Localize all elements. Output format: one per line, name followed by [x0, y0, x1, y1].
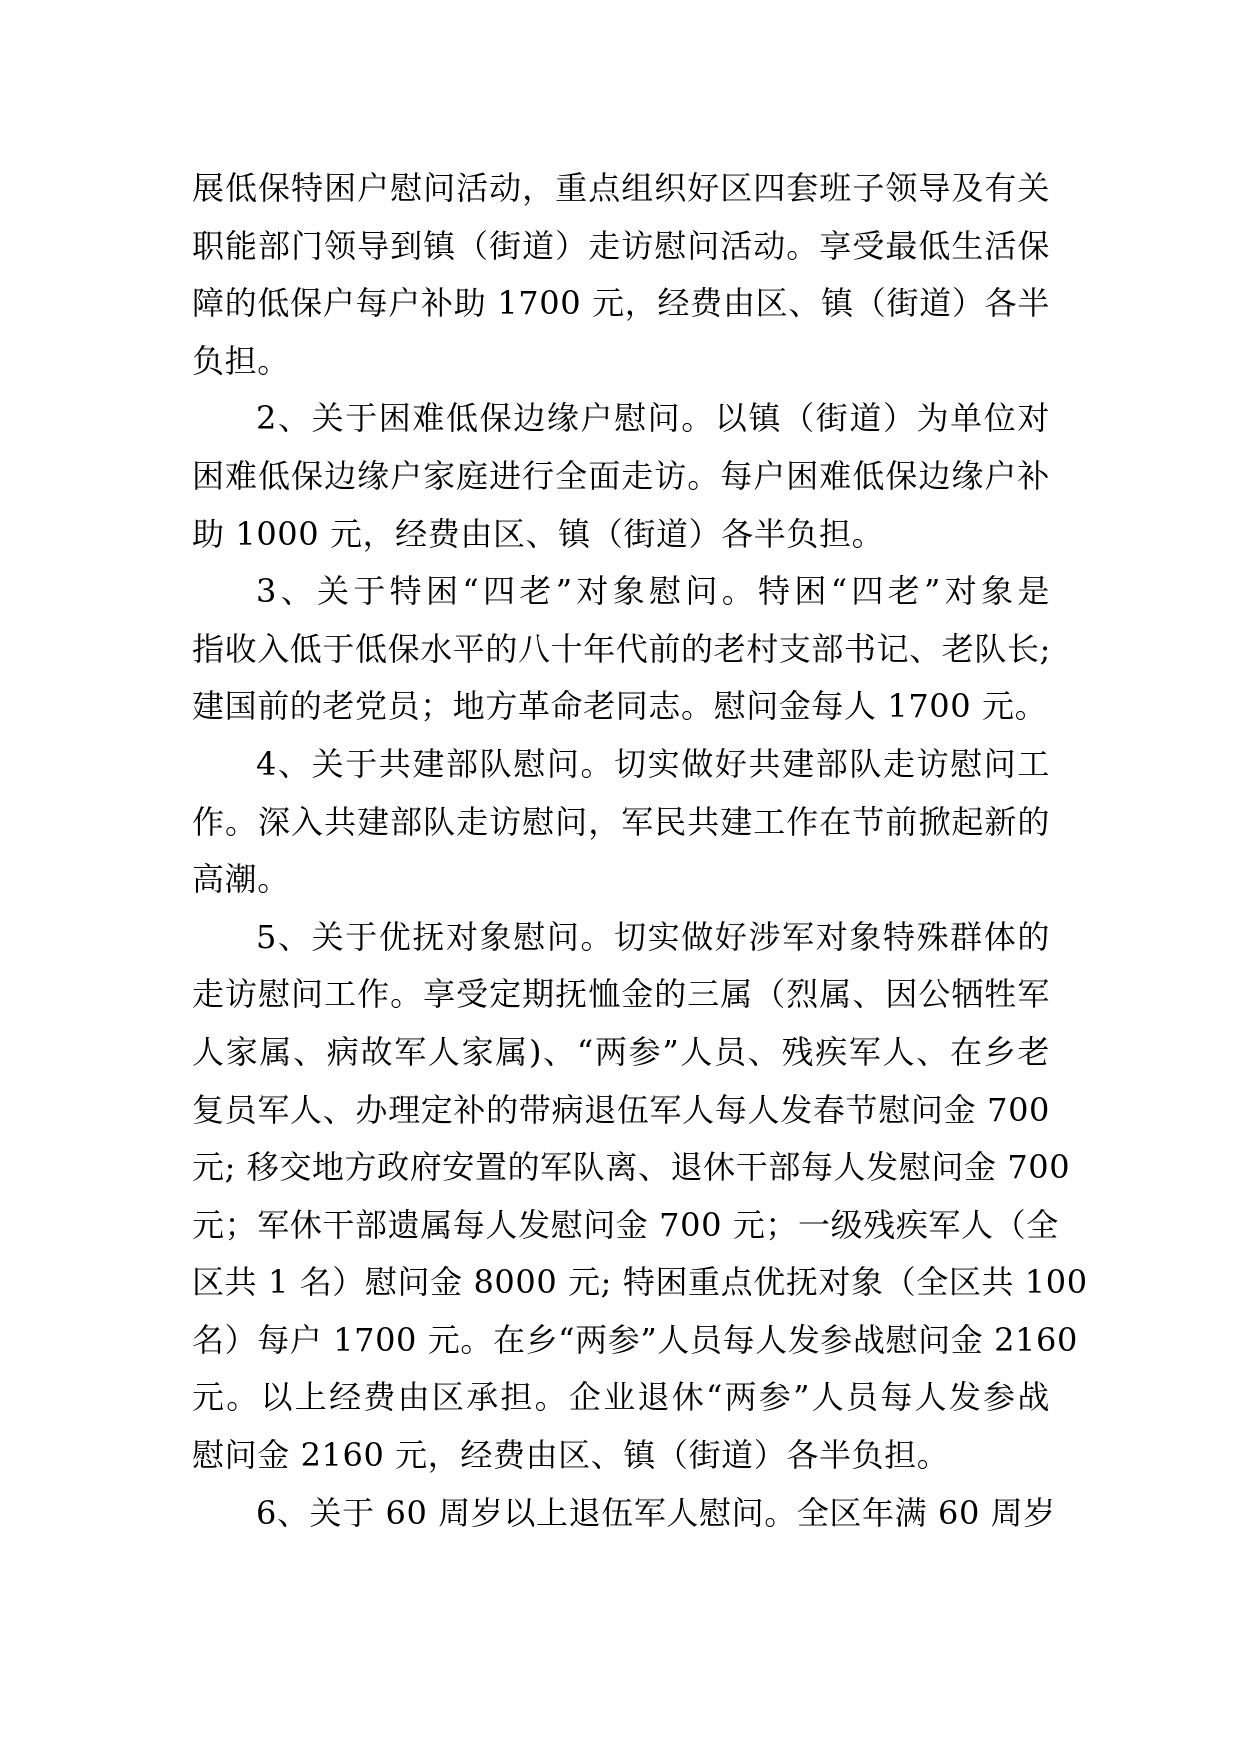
- text-line: 指收入低于低保水平的八十年代前的老村支部书记、老队长;: [192, 629, 1051, 668]
- text-line: 慰问金 2160 元，经费由区、镇（街道）各半负担。: [192, 1436, 950, 1475]
- text-line: 元；军休干部遗属每人发慰问金 700 元；一级残疾军人（全: [192, 1205, 1059, 1244]
- text-line: 名）每户 1700 元。在乡“两参”人员每人发参战慰问金 2160: [192, 1320, 1078, 1359]
- text-line: 建国前的老党员；地方革命老同志。慰问金每人 1700 元。: [192, 687, 1048, 726]
- text-line: 困难低保边缘户家庭进行全面走访。每户困难低保边缘户补: [192, 456, 1050, 495]
- text-line: 职能部门领导到镇（街道）走访慰问活动。享受最低生活保: [192, 226, 1050, 265]
- paragraph-first-line: 3、关于特困“四老”对象慰问。特困“四老”对象是: [256, 572, 1050, 611]
- text-line: 区共 1 名）慰问金 8000 元; 特困重点优抚对象（全区共 100: [192, 1263, 1088, 1302]
- paragraph-first-line: 4、关于共建部队慰问。切实做好共建部队走访慰问工: [256, 744, 1050, 783]
- text-line: 负担。: [192, 341, 290, 380]
- text-line: 展低保特困户慰问活动，重点组织好区四套班子领导及有关: [192, 169, 1050, 207]
- document-page: [192, 160, 1088, 1542]
- text-line: 作。深入共建部队走访慰问，军民共建工作在节前掀起新的: [192, 802, 1050, 841]
- paragraph-first-line: 6、关于 60 周岁以上退伍军人慰问。全区年满 60 周岁: [256, 1493, 1056, 1532]
- text-line: 复员军人、办理定补的带病退伍军人每人发春节慰问金 700: [192, 1090, 1050, 1129]
- text-line: 走访慰问工作。享受定期抚恤金的三属（烈属、因公牺牲军: [192, 975, 1050, 1014]
- text-line: 高潮。: [192, 860, 290, 899]
- text-line: 人家属、病故军人家属)、“两参”人员、残疾军人、在乡老: [192, 1032, 1050, 1071]
- text-line: 障的低保户每户补助 1700 元，经费由区、镇（街道）各半: [192, 284, 1050, 323]
- text-line: 元。以上经费由区承担。企业退休“两参”人员每人发参战: [192, 1378, 1050, 1417]
- text-line: 助 1000 元，经费由区、镇（街道）各半负担。: [192, 514, 885, 553]
- text-line: 元; 移交地方政府安置的军队离、退休干部每人发慰问金 700: [192, 1148, 1071, 1187]
- paragraph-first-line: 5、关于优抚对象慰问。切实做好涉军对象特殊群体的: [256, 917, 1050, 956]
- paragraph-first-line: 2、关于困难低保边缘户慰问。以镇（街道）为单位对: [256, 399, 1050, 438]
